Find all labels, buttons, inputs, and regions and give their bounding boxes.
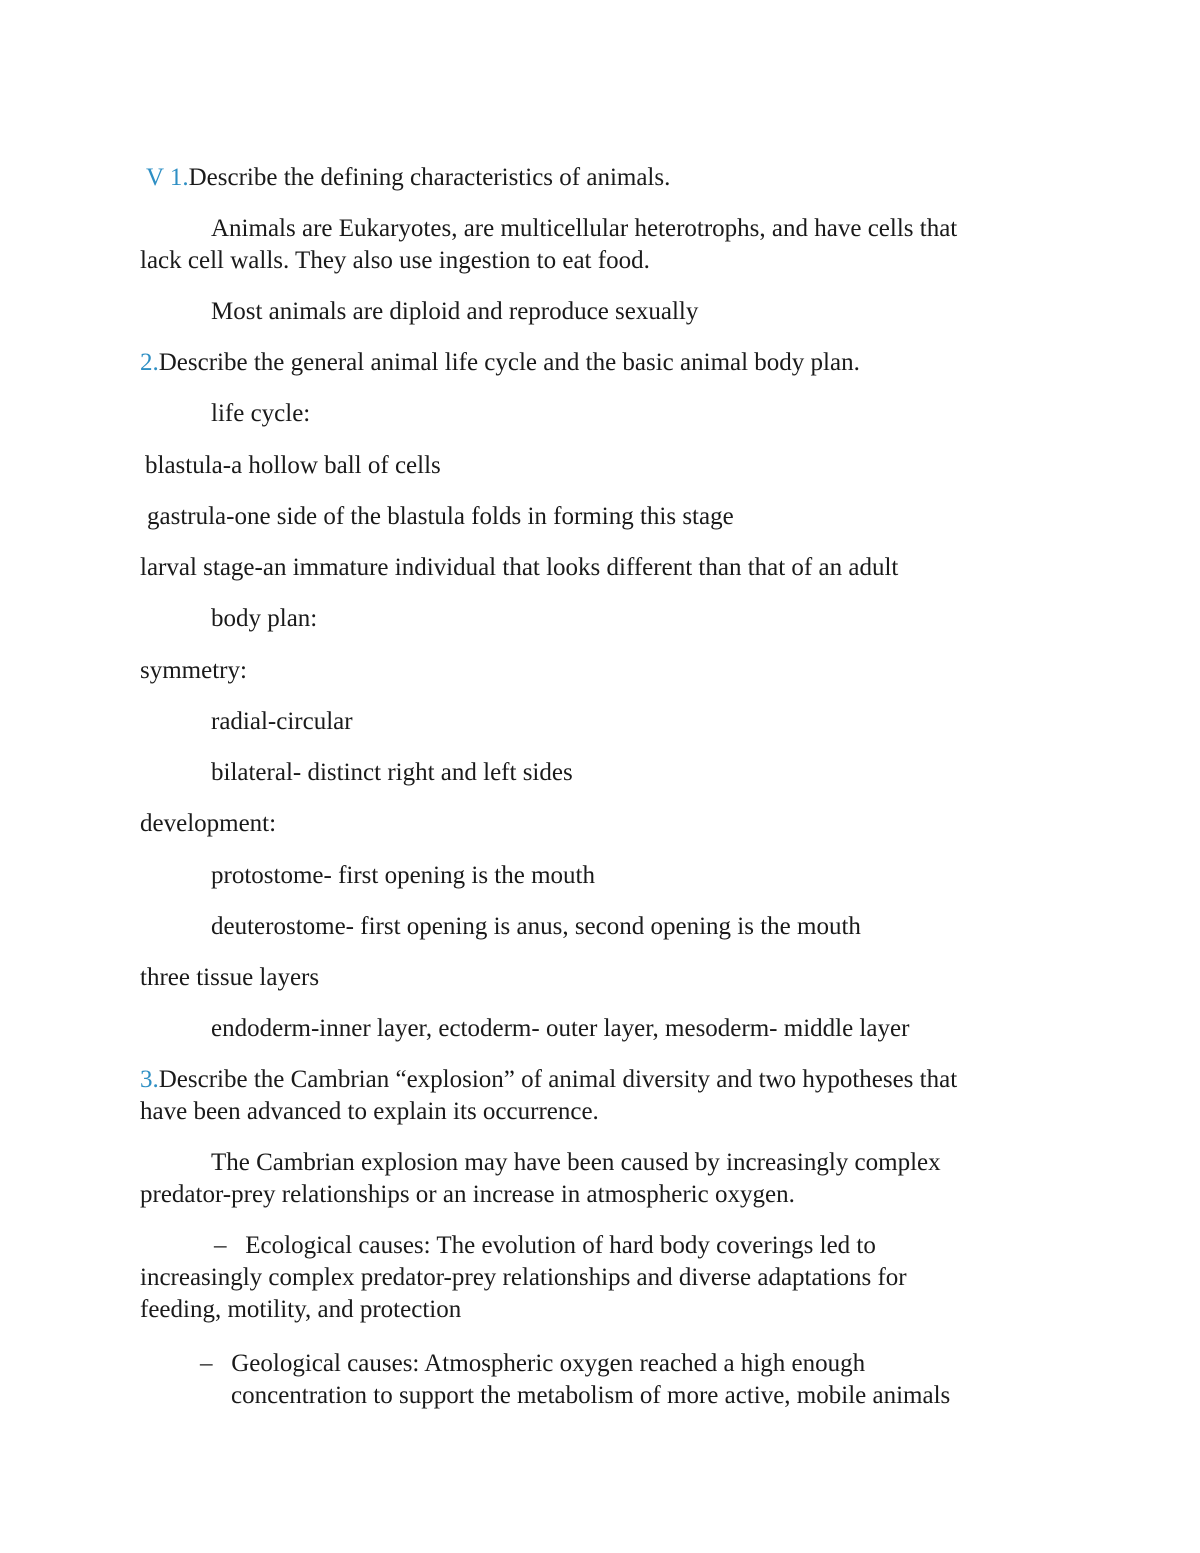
ecological-causes-text: Ecological causes: The evolution of hard body coverings led to <box>245 1232 876 1259</box>
deuterostome-item: deuterostome- first opening is anus, second opening is the mouth <box>211 913 861 940</box>
blastula-item: blastula-a hollow ball of cells <box>145 452 441 479</box>
ecological-causes-line-3: feeding, motility, and protection <box>140 1296 462 1323</box>
ecological-causes-line-1 <box>214 1230 876 1262</box>
answer-3-line-1: The Cambrian explosion may have been caused by increasingly complex <box>211 1149 941 1176</box>
question-3-line-1 <box>140 1064 957 1096</box>
protostome-item: protostome- first opening is the mouth <box>211 862 595 889</box>
question-3-line-2: have been advanced to explain its occurrence. <box>140 1098 599 1125</box>
question-2 <box>140 347 860 379</box>
development-heading: development: <box>140 810 277 837</box>
geological-causes-line-2: concentration to support the metabolism of more active, mobile animals <box>231 1382 951 1409</box>
gastrula-item: gastrula-one side of the blastula folds in forming this stage <box>147 503 734 530</box>
question-3-number: 3. <box>140 1066 159 1093</box>
ecological-causes-line-2: increasingly complex predator-prey relationships and diverse adaptations for <box>140 1264 907 1291</box>
radial-item: radial-circular <box>211 708 353 735</box>
question-1-number: V 1. <box>146 164 189 191</box>
tissue-layers-heading: three tissue layers <box>140 964 320 991</box>
question-2-number: 2. <box>140 349 159 376</box>
larval-item: larval stage-an immature individual that looks different than that of an adult <box>140 554 899 581</box>
question-2-text: Describe the general animal life cycle and the basic animal body plan. <box>158 349 860 376</box>
symmetry-heading: symmetry: <box>140 657 247 684</box>
bullet-dash: – <box>200 1350 213 1377</box>
body-plan-heading: body plan: <box>211 605 318 632</box>
tissue-layers-item: endoderm-inner layer, ectoderm- outer layer, mesoderm- middle layer <box>211 1015 910 1042</box>
question-3-text: Describe the Cambrian “explosion” of animal diversity and two hypotheses that <box>158 1066 958 1093</box>
question-1 <box>146 162 670 194</box>
bilateral-item: bilateral- distinct right and left sides <box>211 759 573 786</box>
geological-causes-line-1 <box>200 1348 865 1380</box>
life-cycle-heading: life cycle: <box>211 400 311 427</box>
answer-3-line-2: predator-prey relationships or an increase in atmospheric oxygen. <box>140 1181 795 1208</box>
answer-1-line-1: Animals are Eukaryotes, are multicellular heterotrophs, and have cells that <box>211 215 958 242</box>
bullet-dash: – <box>214 1232 227 1259</box>
answer-1-paragraph-2: Most animals are diploid and reproduce sexually <box>211 298 699 325</box>
geological-causes-text: Geological causes: Atmospheric oxygen reached a high enough <box>231 1350 866 1377</box>
answer-1-line-2: lack cell walls. They also use ingestion to eat food. <box>140 247 650 274</box>
question-1-text: Describe the defining characteristics of animals. <box>188 164 671 191</box>
